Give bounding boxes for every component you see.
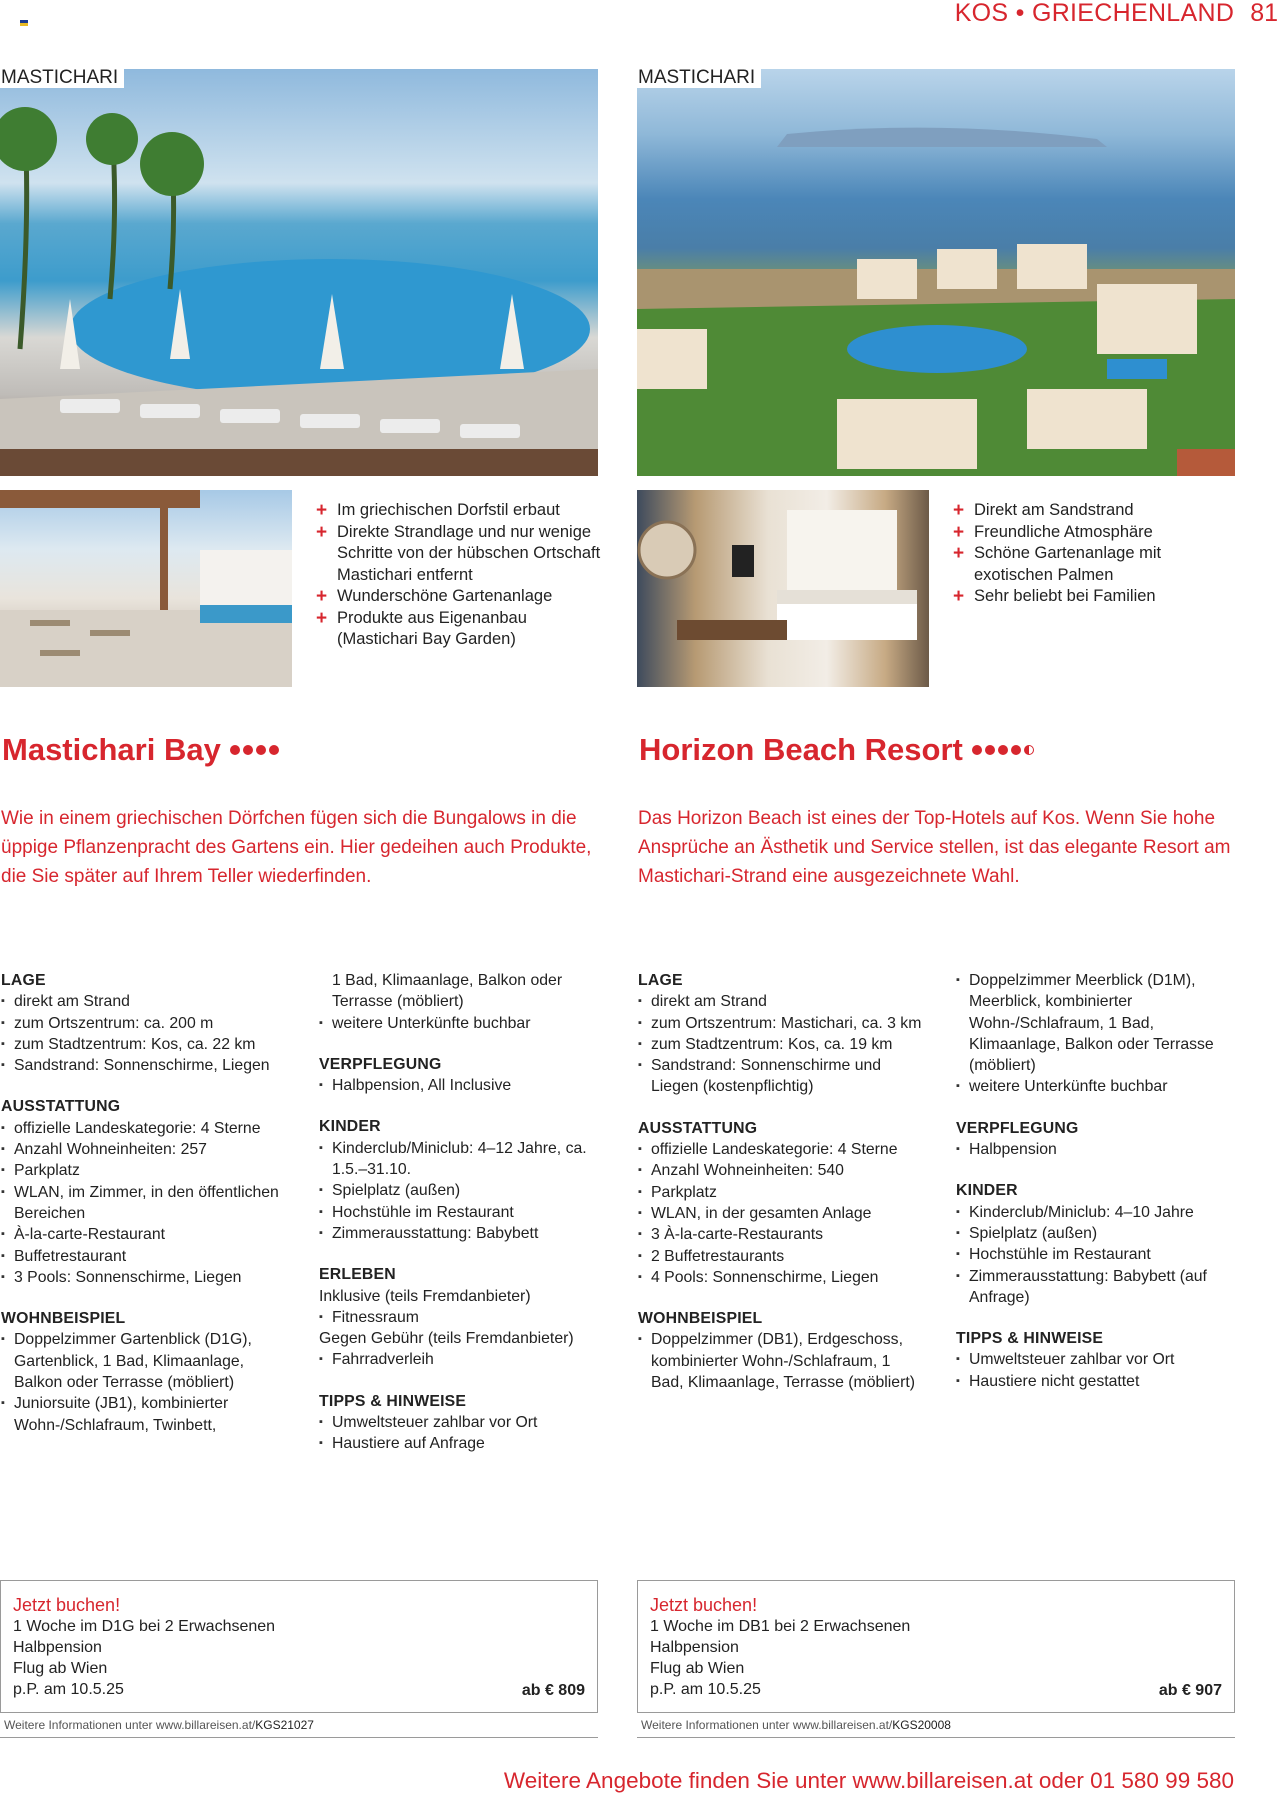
star-dot-icon	[269, 745, 279, 755]
feature-item: + Im griechischen Dorfstil erbaut	[316, 500, 560, 521]
page-header	[955, 0, 1280, 26]
footer-cta[interactable]: Weitere Angebote finden Sie unter www.billareisen.at oder 01 580 99 580	[503, 1768, 1234, 1793]
feature-item: + Wunderschöne Gartenanlage	[316, 586, 553, 607]
hero-image-aerial	[637, 69, 1235, 476]
section-heading: WOHNBEISPIEL	[1, 1310, 126, 1328]
section-heading: LAGE	[1, 972, 46, 989]
star-dot-icon	[1011, 745, 1021, 755]
feature-item: + Sehr beliebt bei Familien	[953, 586, 1156, 607]
list-item: ▪ Fitnessraum	[319, 1307, 609, 1328]
list-item: ▪ Doppelzimmer Meerblick (D1M), Meerblick, kombinierter Wohn-/Schlafraum, 1 Bad, Klimaanlage, Balkon oder Terrasse (möbliert)	[956, 970, 1246, 1076]
plus-icon: +	[316, 607, 328, 629]
section-tipps	[956, 1328, 1246, 1392]
hero-location-label: MASTICHARI	[637, 69, 761, 88]
half-star-dot-icon	[1024, 745, 1034, 755]
section-verpflegung	[956, 1118, 1246, 1161]
star-rating-4-5	[972, 745, 1034, 755]
plus-icon: +	[953, 586, 965, 607]
list-item: ▪ Haustiere nicht gestattet	[956, 1371, 1246, 1392]
section-heading: ERLEBEN	[319, 1266, 396, 1284]
list-item: ▪ Spielplatz (außen)	[956, 1223, 1246, 1244]
booking-line: 1 Woche im D1G bei 2 Erwachsenen	[13, 1618, 276, 1635]
list-item: ▪ 2 Buffetrestaurants	[638, 1246, 924, 1267]
list-item: ▪ Kinderclub/Miniclub: 4–10 Jahre	[956, 1202, 1246, 1223]
list-item: ▪ Fahrradverleih	[319, 1349, 609, 1370]
list-item: ▪ 3 À-la-carte-Restaurants	[638, 1224, 924, 1245]
erleben-gebuehr-label: Gegen Gebühr (teils Fremdanbieter)	[319, 1330, 574, 1348]
list-item: ▪ WLAN, im Zimmer, in den öffentlichen Bereichen	[1, 1182, 287, 1225]
list-item: ▪ 3 Pools: Sonnenschirme, Liegen	[1, 1267, 287, 1288]
section-ausstattung	[1, 1096, 287, 1288]
section-heading: KINDER	[956, 1182, 1018, 1200]
feature-item: + Schöne Gartenanlage mit exotischen Palmen	[953, 543, 1162, 584]
feature-list	[316, 500, 606, 651]
list-item: ▪ Sandstrand: Sonnenschirme und Liegen (kostenpflichtig)	[638, 1055, 924, 1098]
erleben-inklusive-label: Inklusive (teils Fremdanbieter)	[319, 1287, 531, 1305]
flag-icon	[20, 20, 28, 26]
list-item: ▪ weitere Unterkünfte buchbar	[956, 1076, 1246, 1097]
list-item-continued: 1 Bad, Klimaanlage, Balkon oder Terrasse (möbliert)	[332, 972, 563, 1011]
booking-title: Jetzt buchen!	[650, 1595, 758, 1615]
list-item: ▪ Parkplatz	[638, 1182, 924, 1203]
feature-item: + Direkt am Sandstrand	[953, 500, 1134, 521]
booking-line: Flug ab Wien	[13, 1660, 108, 1677]
booking-line: Flug ab Wien	[650, 1660, 745, 1677]
star-dot-icon	[243, 745, 253, 755]
list-item: ▪ WLAN, in der gesamten Anlage	[638, 1203, 924, 1224]
list-item: ▪ Zimmerausstattung: Babybett	[319, 1223, 609, 1244]
section-tipps	[319, 1391, 609, 1455]
section-heading: VERPFLEGUNG	[956, 1119, 1079, 1137]
info-column-2	[956, 970, 1246, 1392]
list-item: ▪ Halbpension	[956, 1139, 1246, 1160]
booking-code: KGS21027	[255, 1718, 314, 1732]
list-item: ▪ Umweltsteuer zahlbar vor Ort	[956, 1349, 1246, 1370]
section-wohnbeispiel-cont	[956, 970, 1246, 1098]
list-item: ▪ 4 Pools: Sonnenschirme, Liegen	[638, 1267, 924, 1288]
hotel-intro: Wie in einem griechischen Dörfchen fügen sich die Bungalows in die üppige Pflanzenpracht des Gartens ein. Hier gedeihen auch Produkte, die Sie später auf Ihrem Teller wiederfinden.	[1, 808, 592, 887]
feature-item: + Direkte Strandlage und nur wenige Schritte von der hübschen Ortschaft Mastichari entfernt	[316, 521, 601, 584]
booking-line: p.P. am 10.5.25	[13, 1681, 124, 1698]
plus-icon: +	[953, 500, 965, 521]
list-item: ▪ zum Stadtzentrum: Kos, ca. 22 km	[1, 1034, 287, 1055]
section-lage	[1, 970, 287, 1076]
hotel-title: Mastichari Bay	[2, 732, 279, 768]
booking-price: ab € 907	[1158, 1682, 1222, 1699]
list-item: ▪ Sandstrand: Sonnenschirme, Liegen	[1, 1055, 287, 1076]
list-item: ▪ Doppelzimmer (DB1), Erdgeschoss, kombinierter Wohn-/Schlafraum, 1 Bad, Klimaanlage, Terrasse (möbliert)	[638, 1329, 924, 1393]
hero-image-pool	[0, 69, 598, 476]
list-item: ▪ Buffetrestaurant	[1, 1246, 287, 1267]
aerial-scene-illustration	[637, 69, 1235, 476]
region-title: KOS • GRIECHENLAND	[954, 0, 1235, 27]
list-item: ▪ direkt am Strand	[1, 991, 287, 1012]
section-kinder	[319, 1116, 609, 1244]
star-dot-icon	[972, 745, 982, 755]
list-item: ▪ Doppelzimmer Gartenblick (D1G), Gartenblick, 1 Bad, Klimaanlage, Balkon oder Terrasse (möbliert)	[1, 1329, 287, 1393]
plus-icon: +	[953, 543, 965, 564]
section-wohnbeispiel-cont	[319, 970, 609, 1034]
list-item: ▪ Zimmerausstattung: Babybett (auf Anfrage)	[956, 1266, 1246, 1309]
section-heading: WOHNBEISPIEL	[638, 1310, 763, 1328]
page-number: 81	[1250, 0, 1278, 27]
list-item: ▪ zum Ortszentrum: Mastichari, ca. 3 km	[638, 1013, 924, 1034]
more-info-link[interactable]: Weitere Informationen unter www.billareisen.at/KGS20008	[641, 1718, 951, 1732]
section-heading: LAGE	[638, 972, 683, 989]
star-rating-4	[230, 745, 279, 755]
section-heading: KINDER	[319, 1118, 381, 1136]
star-dot-icon	[998, 745, 1008, 755]
list-item: ▪ direkt am Strand	[638, 991, 924, 1012]
plus-icon: +	[316, 586, 328, 607]
booking-box	[0, 1580, 598, 1713]
booking-price: ab € 809	[521, 1682, 585, 1699]
feature-list	[953, 500, 1243, 608]
plus-icon: +	[953, 521, 965, 543]
section-heading: VERPFLEGUNG	[319, 1055, 442, 1073]
star-dot-icon	[230, 745, 240, 755]
list-item: ▪ Halbpension, All Inclusive	[319, 1075, 609, 1096]
list-item: ▪ Parkplatz	[1, 1160, 287, 1181]
booking-line: p.P. am 10.5.25	[650, 1681, 761, 1698]
info-column-2	[319, 970, 609, 1455]
list-item: ▪ Umweltsteuer zahlbar vor Ort	[319, 1412, 609, 1433]
list-item: ▪ Kinderclub/Miniclub: 4–12 Jahre, ca. 1.5.–31.10.	[319, 1138, 609, 1181]
booking-line: 1 Woche im DB1 bei 2 Erwachsenen	[650, 1618, 911, 1635]
sub-image-terrace	[0, 490, 292, 687]
list-item: ▪ Haustiere auf Anfrage	[319, 1433, 609, 1454]
list-item: ▪ À-la-carte-Restaurant	[1, 1224, 287, 1245]
section-kinder	[956, 1180, 1246, 1308]
list-item: ▪ Juniorsuite (JB1), kombinierter Wohn-/Schlafraum, Twinbett,	[1, 1393, 287, 1436]
info-column-1	[638, 970, 924, 1393]
section-wohnbeispiel	[1, 1308, 287, 1436]
list-item: ▪ Hochstühle im Restaurant	[319, 1202, 609, 1223]
list-item: ▪ weitere Unterkünfte buchbar	[319, 1013, 609, 1034]
booking-line: Halbpension	[13, 1639, 102, 1656]
list-item: ▪ Anzahl Wohneinheiten: 257	[1, 1139, 287, 1160]
section-heading: TIPPS & HINWEISE	[956, 1330, 1104, 1348]
feature-item: + Freundliche Atmosphäre	[953, 521, 1153, 543]
list-item: ▪ offizielle Landeskategorie: 4 Sterne	[638, 1139, 924, 1160]
list-item: ▪ zum Ortszentrum: ca. 200 m	[1, 1013, 287, 1034]
more-info-link[interactable]: Weitere Informationen unter www.billareisen.at/KGS21027	[4, 1718, 314, 1732]
sub-image-room	[637, 490, 929, 687]
booking-box	[637, 1580, 1235, 1713]
terrace-illustration	[0, 490, 292, 687]
star-dot-icon	[256, 745, 266, 755]
section-wohnbeispiel	[638, 1308, 924, 1393]
hotel-title: Horizon Beach Resort	[639, 732, 1034, 768]
section-erleben	[319, 1264, 609, 1370]
list-item: ▪ Hochstühle im Restaurant	[956, 1244, 1246, 1265]
list-item: ▪ Spielplatz (außen)	[319, 1180, 609, 1201]
hotel-intro: Das Horizon Beach ist eines der Top-Hotels auf Kos. Wenn Sie hohe Ansprüche an Ästhetik und Service stellen, ist das elegante Resort am Mastichari-Strand eine ausgezeichnete Wahl.	[638, 808, 1231, 887]
booking-code: KGS20008	[892, 1718, 951, 1732]
pool-scene-illustration	[0, 69, 598, 476]
star-dot-icon	[985, 745, 995, 755]
section-heading: TIPPS & HINWEISE	[319, 1392, 467, 1410]
list-item: ▪ zum Stadtzentrum: Kos, ca. 19 km	[638, 1034, 924, 1055]
plus-icon: +	[316, 500, 328, 521]
section-heading: AUSSTATTUNG	[638, 1119, 758, 1137]
info-column-1	[1, 970, 287, 1436]
feature-item: + Produkte aus Eigenanbau (Mastichari Bay Garden)	[316, 607, 527, 648]
plus-icon: +	[316, 521, 328, 543]
section-ausstattung	[638, 1118, 924, 1288]
section-heading: AUSSTATTUNG	[1, 1098, 121, 1116]
list-item: ▪ offizielle Landeskategorie: 4 Sterne	[1, 1118, 287, 1139]
list-item: ▪ Anzahl Wohneinheiten: 540	[638, 1160, 924, 1181]
room-illustration	[637, 490, 929, 687]
divider	[637, 1737, 1235, 1738]
booking-title: Jetzt buchen!	[13, 1595, 121, 1615]
divider	[0, 1737, 598, 1738]
section-verpflegung	[319, 1054, 609, 1097]
hero-location-label: MASTICHARI	[0, 69, 124, 88]
booking-line: Halbpension	[650, 1639, 739, 1656]
section-lage	[638, 970, 924, 1098]
